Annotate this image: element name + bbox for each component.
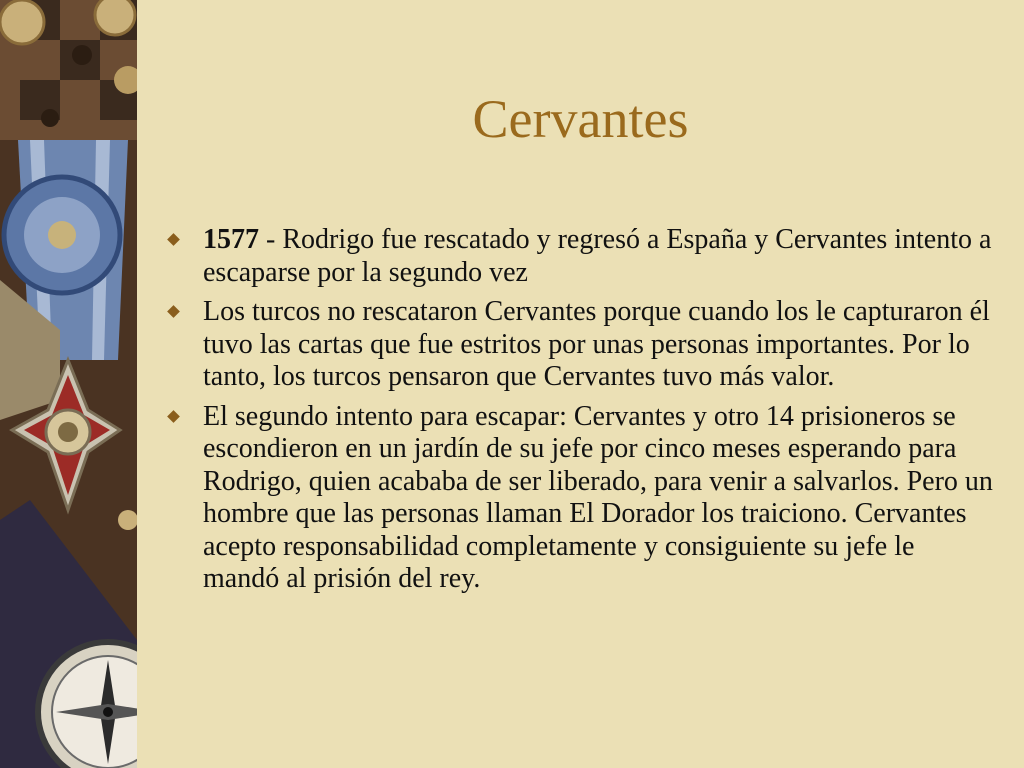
bullet-text: Los turcos no rescataron Cervantes porque cuando los le capturaron él tuvo las cartas que fue estritos por unas personas importantes. Por lo tanto, los turcos pensaron que Cervantes tuvo más valor. (203, 296, 990, 392)
diamond-bullet-icon (167, 305, 180, 318)
bullet-item (166, 224, 996, 289)
bullet-item (166, 401, 996, 596)
slide-title: Cervantes (472, 89, 689, 149)
bullet-list (166, 224, 996, 603)
bullet-text: El segundo intento para escapar: Cervantes y otro 14 prisioneros se escondieron en un jardín de su jefe por cinco meses esperando para Rodrigo, quien acababa de ser liberado, para venir a salvarlos. Pero un hombre que las personas llaman El Dorador los traiciono. Cervantes acepto responsabilidad completamente y consiguiente su jefe le mandó al prisión del rey. (203, 400, 993, 594)
bullet-year: 1577 (203, 224, 259, 255)
decorative-side-image (0, 0, 137, 768)
diamond-bullet-icon (167, 233, 180, 246)
bullet-text: - Rodrigo fue rescatado y regresó a España y Cervantes intento a escaparse por la segundo vez (203, 224, 992, 288)
bullet-item (166, 296, 996, 394)
diamond-bullet-icon (167, 410, 180, 423)
